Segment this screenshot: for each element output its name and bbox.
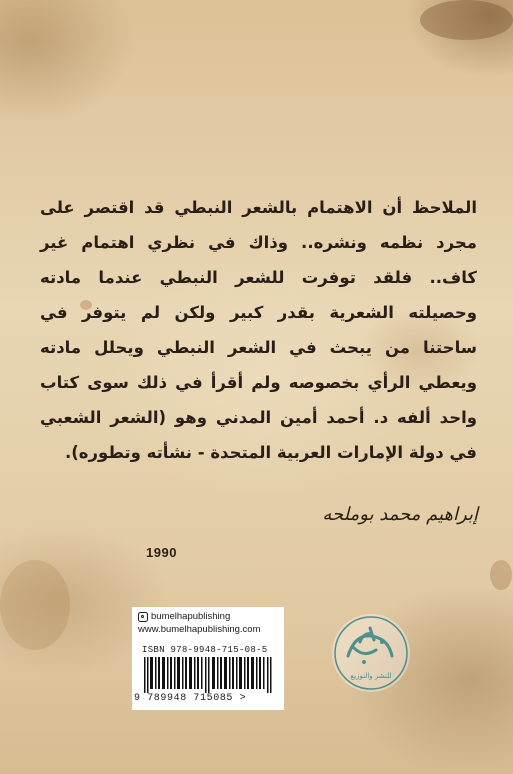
- author-signature: إبراهيم محمد بوملحه: [322, 504, 478, 525]
- paper-stain: [0, 560, 70, 650]
- isbn-label: ISBN 978-9948-715-08-5: [142, 645, 268, 655]
- social-handle-text: bumelhapublishing: [151, 611, 231, 622]
- website-link[interactable]: www.bumelhapublishing.com: [138, 624, 261, 635]
- blurb-line: كاف.. فلقد توفرت للشعر النبطي عندما مادته: [40, 268, 477, 287]
- year-label: 1990: [146, 545, 177, 560]
- blurb-line: الملاحظ أن الاهتمام بالشعر النبطي قد اقتصر على: [40, 198, 477, 217]
- blurb-line: واحد ألفه د. أحمد أمين المدني وهو (الشعر الشعبي: [40, 408, 477, 427]
- social-handle[interactable]: [138, 611, 230, 622]
- barcode-panel: [132, 607, 284, 710]
- paper-stain: [420, 0, 513, 40]
- blurb-line: ساحتنا من يبحث في الشعر النبطي ويحلل مادته: [40, 338, 477, 357]
- instagram-icon: [138, 612, 148, 622]
- blurb-text: [40, 190, 477, 470]
- blurb-line: مجرد نظمه ونشره.. وذاك في نظري اهتمام غير: [40, 233, 477, 252]
- barcode-number: 9 789948 715085 >: [134, 693, 247, 704]
- paper-stain: [490, 560, 512, 590]
- blurb-line: في دولة الإمارات العربية المتحدة - نشأته وتطوره).: [64, 443, 477, 462]
- blurb-line: وحصيلته الشعرية بقدر كبير ولكن لم يتوفر في: [40, 303, 477, 322]
- publisher-logo: [330, 612, 412, 694]
- blurb-line: ويعطي الرأي بخصوصه ولم أقرأ في ذلك سوى كتاب: [40, 373, 477, 392]
- barcode-bars: [144, 657, 272, 693]
- publisher-tagline: للنشر والتوزيع: [350, 672, 392, 680]
